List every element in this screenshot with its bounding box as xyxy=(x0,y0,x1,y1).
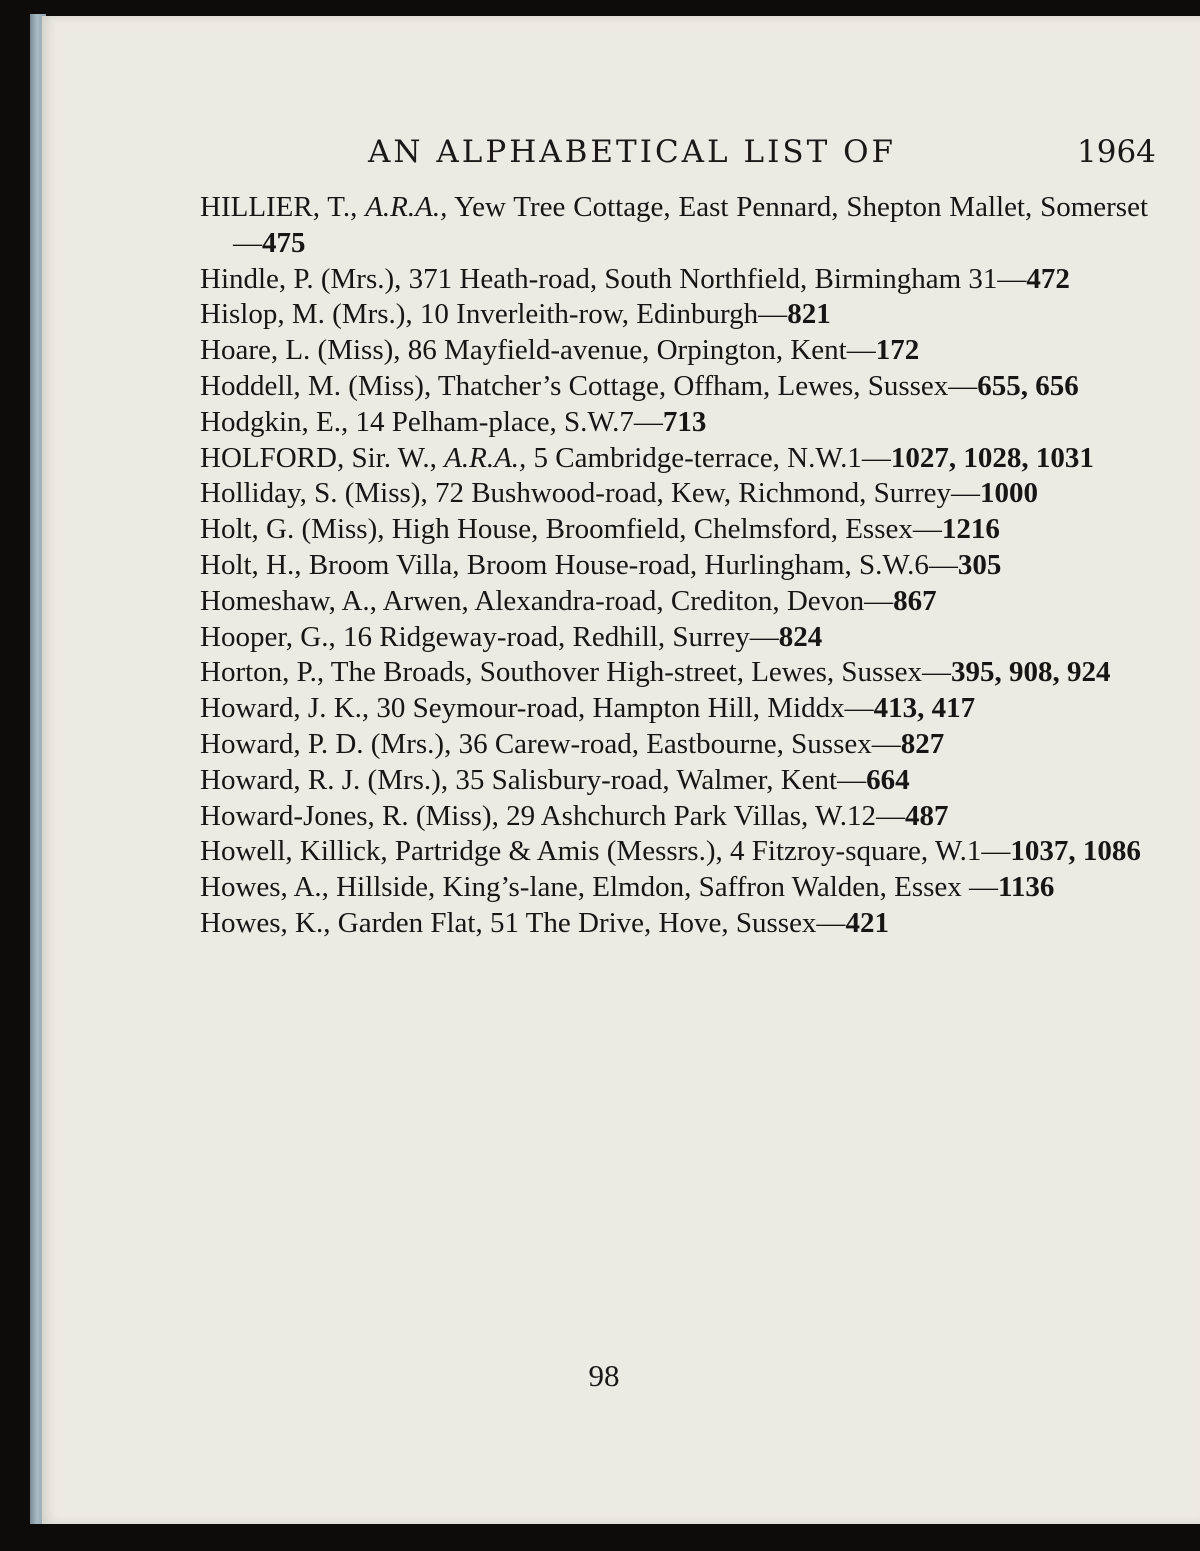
entry-name: Hooper, G., xyxy=(200,620,336,653)
list-item xyxy=(200,691,1148,727)
entry-honor: A.R.A., xyxy=(444,441,527,474)
entry-catalogue-numbers: 305 xyxy=(957,548,1002,581)
entry-catalogue-numbers: 421 xyxy=(845,906,889,939)
entry-name: Howard, J. K., xyxy=(200,692,370,725)
entry-name: Howard, P. D. (Mrs.), xyxy=(200,727,452,760)
entry-catalogue-numbers: 475 xyxy=(262,226,306,259)
entry-catalogue-numbers: 1216 xyxy=(941,513,1000,546)
page-number: 98 xyxy=(588,1358,620,1393)
entry-catalogue-numbers: 395, 908, 924 xyxy=(950,656,1111,689)
entry-catalogue-numbers: 1027, 1028, 1031 xyxy=(890,441,1094,474)
entry-name: Holt, G. (Miss), xyxy=(200,513,385,546)
entry-catalogue-numbers: 713 xyxy=(662,405,707,438)
entry-name: HILLIER, T., xyxy=(200,191,358,223)
entry-name: Howard, R. J. (Mrs.), xyxy=(200,763,449,796)
entry-address: 4 Fitzroy-square, W.1— xyxy=(722,835,1011,868)
entry-address: 72 Bushwood-road, Kew, Richmond, Surrey— xyxy=(427,477,980,510)
list-item xyxy=(200,297,1148,333)
entry-catalogue-numbers: 827 xyxy=(900,727,945,760)
entry-name: Hodgkin, E., xyxy=(200,405,349,438)
entry-name: Hoddell, M. (Miss), xyxy=(200,369,432,402)
list-item xyxy=(200,799,1148,835)
entry-address: 36 Carew-road, Eastbourne, Sussex— xyxy=(451,727,901,760)
list-item xyxy=(200,512,1148,548)
entry-catalogue-numbers: 824 xyxy=(778,620,823,653)
entry-name: Hoare, L. (Miss), xyxy=(200,334,401,367)
entry-address: Yew Tree Cottage, East Pennard, Shepton Mallet, Somerset— xyxy=(233,191,1149,259)
entry-address: High House, Broomfield, Chelmsford, Essex— xyxy=(384,513,942,546)
list-item xyxy=(200,727,1148,763)
entry-catalogue-numbers: 172 xyxy=(875,334,920,367)
entry-address: 5 Cambridge-terrace, N.W.1— xyxy=(526,441,891,474)
header-title: AN ALPHABETICAL LIST OF xyxy=(368,134,897,170)
entry-name: Holliday, S. (Miss), xyxy=(200,477,428,510)
entry-address: 29 Ashchurch Park Villas, W.12— xyxy=(498,799,905,832)
entry-address: Thatcher’s Cottage, Offham, Lewes, Sussex— xyxy=(431,369,978,402)
list-item xyxy=(200,763,1148,799)
entry-address: Broom Villa, Broom House-road, Hurlingham, S.W.6— xyxy=(301,548,958,581)
entry-address: Hillside, King’s-lane, Elmdon, Saffron Walden, Essex — xyxy=(328,871,999,904)
entry-catalogue-numbers: 821 xyxy=(787,298,831,331)
entry-address: Arwen, Alexandra-road, Crediton, Devon— xyxy=(376,584,894,617)
entry-name: HOLFORD, Sir. W., xyxy=(200,441,437,474)
list-item xyxy=(200,190,1148,262)
list-item xyxy=(200,369,1148,405)
list-item xyxy=(200,405,1148,441)
entry-name: Howes, A., xyxy=(200,871,329,904)
entry-catalogue-numbers: 1000 xyxy=(980,477,1038,510)
entry-address: 10 Inverleith-row, Edinburgh— xyxy=(412,298,788,331)
entry-address: 86 Mayfield-avenue, Orpington, Kent— xyxy=(400,334,876,367)
entry-name: Howell, Killick, Partridge & Amis (Messrs.), xyxy=(200,835,723,868)
entry-name: Hindle, P. (Mrs.), xyxy=(200,262,402,295)
list-item xyxy=(200,441,1148,477)
entry-catalogue-numbers: 867 xyxy=(893,584,937,617)
list-item xyxy=(200,333,1148,369)
entry-catalogue-numbers: 487 xyxy=(904,799,949,832)
entry-name: Hislop, M. (Mrs.), xyxy=(200,298,413,331)
list-item xyxy=(200,870,1148,906)
header-year: 1964 xyxy=(1077,134,1156,170)
entry-address: 371 Heath-road, South Northfield, Birmingham 31— xyxy=(401,262,1027,295)
entry-address: 16 Ridgeway-road, Redhill, Surrey— xyxy=(335,620,779,653)
entry-catalogue-numbers: 472 xyxy=(1026,262,1070,295)
book-page xyxy=(42,16,1200,1524)
entry-honor: A.R.A., xyxy=(365,191,448,223)
running-header xyxy=(42,134,1200,178)
entry-address: The Broads, Southover High-street, Lewes, Sussex— xyxy=(324,656,951,689)
entry-name: Howard-Jones, R. (Miss), xyxy=(200,799,499,832)
entry-catalogue-numbers: 655, 656 xyxy=(977,369,1079,402)
list-item xyxy=(200,620,1148,656)
entry-address: 35 Salisbury-road, Walmer, Kent— xyxy=(448,763,867,796)
entry-list xyxy=(200,190,1148,942)
entry-name: Horton, P., xyxy=(200,656,325,689)
list-item xyxy=(200,655,1148,691)
entry-name: Howes, K., xyxy=(200,906,331,939)
entry-catalogue-numbers: 1037, 1086 xyxy=(1010,835,1141,868)
entry-catalogue-numbers: 1136 xyxy=(998,871,1055,904)
entry-address: 30 Seymour-road, Hampton Hill, Middx— xyxy=(369,692,874,725)
entry-address: 14 Pelham-place, S.W.7— xyxy=(348,405,663,438)
entry-catalogue-numbers: 664 xyxy=(866,763,910,796)
entry-address: Garden Flat, 51 The Drive, Hove, Sussex— xyxy=(330,906,846,939)
list-item xyxy=(200,906,1148,942)
list-item xyxy=(200,548,1148,584)
entry-name: Holt, H., xyxy=(200,548,302,581)
list-item xyxy=(200,584,1148,620)
list-item xyxy=(200,476,1148,512)
list-item xyxy=(200,834,1148,870)
list-item xyxy=(200,262,1148,298)
entry-catalogue-numbers: 413, 417 xyxy=(873,692,976,725)
entry-name: Homeshaw, A., xyxy=(200,584,377,617)
